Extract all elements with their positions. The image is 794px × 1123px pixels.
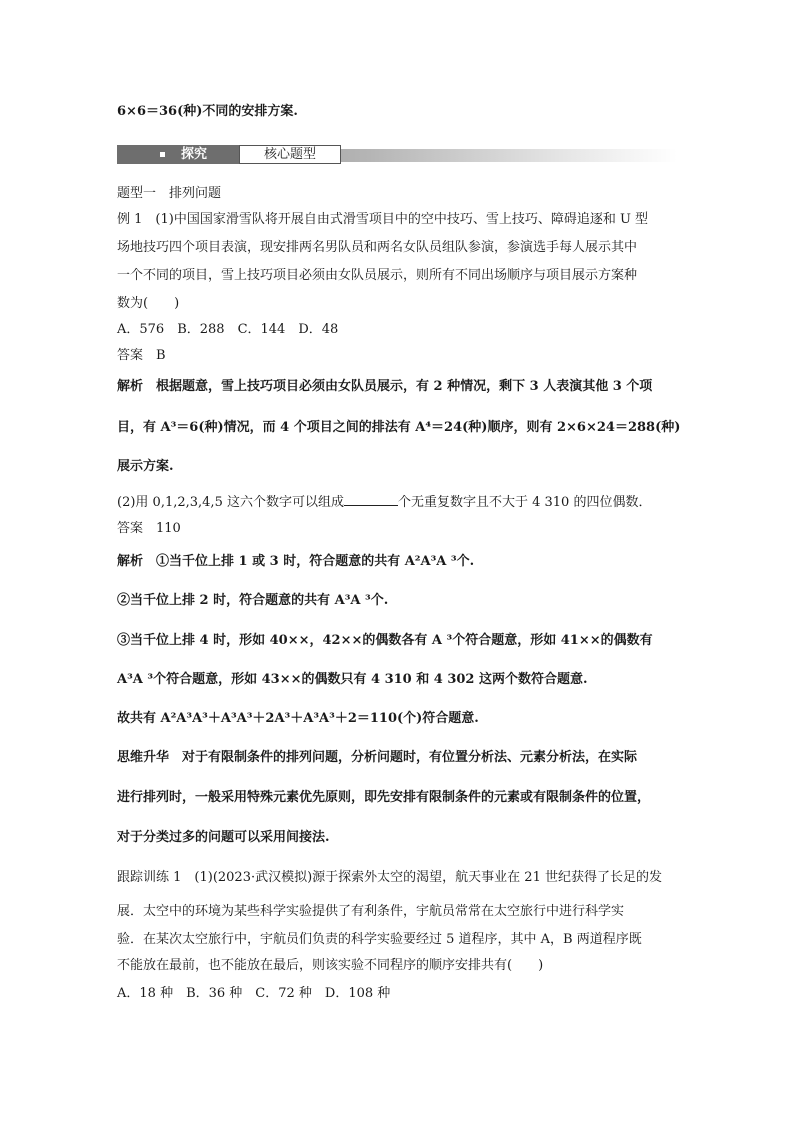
example1-analysis-line-3: 展示方案. (117, 459, 174, 474)
practice1-line-4: 不能放在最前，也不能放在最后，则该实验不同程序的顺序安排共有( ) (117, 958, 544, 973)
summary-line-1: 思维升华 对于有限制条件的排列问题，分析问题时，有位置分析法、元素分析法，在实际 (117, 750, 638, 765)
example1-answer: 答案 B (117, 348, 166, 363)
example1-q2 (117, 493, 651, 512)
section-title: 题型一 排列问题 (117, 186, 222, 201)
q2-analysis-line-2: ②当千位上排 2 时，符合题意的共有 A³A ³个. (117, 593, 389, 608)
example1-q2-answer: 答案 110 (117, 521, 181, 536)
example1-analysis-line-2: 目，有 A³＝6(种)情况，而 4 个项目之间的排法有 A⁴＝24(种)顺序，则有 2×6×24＝288(种) (117, 420, 681, 435)
example1-line-4: 数为( ) (117, 296, 180, 311)
q2-text-after-blank: 个无重复数字且不大于 4 310 的四位偶数． (397, 495, 652, 510)
summary-line-2: 进行排列时，一般采用特殊元素优先原则，即先安排有限制条件的元素或有限制条件的位置， (117, 790, 651, 805)
practice1-line-1: 跟踪训练 1 (1)(2023·武汉模拟)源于探索外太空的渴望，航天事业在 21 世纪获得了长足的发 (117, 870, 662, 885)
example1-options: A．576 B．288 C．144 D．48 (117, 322, 339, 337)
example1-line-1: 例 1 (1)中国国家滑雪队将开展自由式滑雪项目中的空中技巧、雪上技巧、障碍追逐和 U 型 (117, 212, 649, 227)
practice1-options: A．18 种 B．36 种 C．72 种 D．108 种 (117, 986, 391, 1001)
banner-label-left: 探究 (117, 145, 239, 164)
summary-line-3: 对于分类过多的问题可以采用间接法. (117, 830, 330, 845)
section-banner (117, 145, 677, 165)
q2-analysis-line-1: 解析 ①当千位上排 1 或 3 时，符合题意的共有 A²A³A ³个. (117, 554, 475, 569)
q2-analysis-line-4: A³A ³个符合题意，形如 43××的偶数只有 4 310 和 4 302 这两个数符合题意. (117, 672, 588, 687)
q2-analysis-line-3: ③当千位上排 4 时，形如 40××，42××的偶数各有 A ³个符合题意，形如 41××的偶数有 (117, 633, 653, 648)
example1-line-3: 一个不同的项目，雪上技巧项目必须由女队员展示，则所有不同出场顺序与项目展示方案种 (117, 268, 638, 283)
example1-analysis-line-1: 解析 根据题意，雪上技巧项目必须由女队员展示，有 2 种情况，剩下 3 人表演其他 3 个项 (117, 379, 653, 394)
practice1-line-2: 展．太空中的环境为某些科学实验提供了有利条件，宇航员常常在太空旅行中进行科学实 (117, 904, 625, 919)
banner-label-right: 核心题型 (239, 145, 341, 164)
top-line: 6×6＝36(种)不同的安排方案. (117, 104, 298, 119)
q2-analysis-line-5: 故共有 A²A³A³＋A³A³＋2A³＋A³A³＋2＝110(个)符合题意. (117, 711, 479, 726)
q2-text-before-blank: (2)用 0,1,2,3,4,5 这六个数字可以组成 (117, 495, 344, 510)
answer-blank (344, 493, 398, 506)
square-bullet-icon (160, 152, 165, 157)
example1-line-2: 场地技巧四个项目表演，现安排两名男队员和两名女队员组队参演，参演选手每人展示其中 (117, 240, 638, 255)
practice1-line-3: 验．在某次太空旅行中，宇航员们负责的科学实验要经过 5 道程序，其中 A，B 两道程序既 (117, 932, 642, 947)
